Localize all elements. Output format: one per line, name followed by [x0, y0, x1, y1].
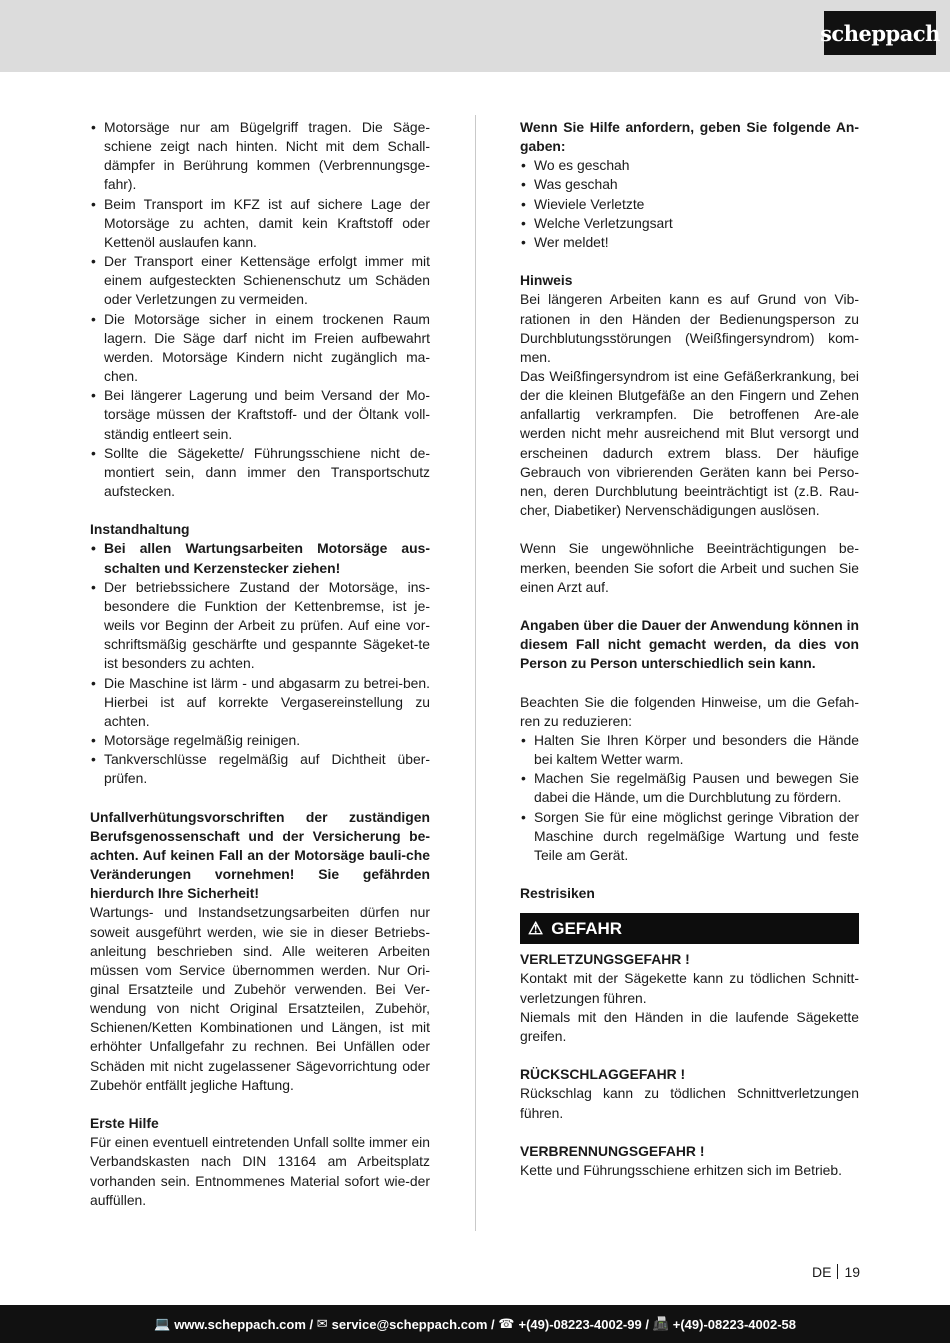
injury-hazard-text: Niemals mit den Händen in die laufende Sägekette greifen.: [520, 1008, 859, 1044]
page-number: [812, 1264, 860, 1280]
list-item: • Wo es geschah: [520, 156, 859, 175]
burn-hazard-text: Kette und Führungsschiene erhitzen sich im Betrieb.: [520, 1162, 842, 1179]
burn-hazard-heading: VERBRENNUNGSGEFAHR !: [520, 1142, 705, 1159]
note-text: Bei längeren Arbeiten kann es auf Grund von Vib-rationen in den Händen der Bedienungsperson zu Durchblutungsstörungen (Weißfingersyndrom) kom-men.: [520, 291, 859, 365]
list-item: • Tankverschlüsse regelmäßig auf Dichtheit über-prüfen.: [90, 750, 430, 788]
phone-icon: ☎: [498, 1316, 515, 1331]
list-item: • Motorsäge regelmäßig reinigen.: [90, 731, 430, 750]
residual-risks-heading: Restrisiken: [520, 885, 595, 902]
list-item: • Bei längerer Lagerung und beim Versand der Mo-torsäge müssen der Kraftstoff- und der Öltank voll-ständig entleert sein.: [90, 386, 430, 443]
danger-banner: [520, 913, 859, 944]
list-item: • Was geschah: [520, 175, 859, 194]
kickback-hazard-text: Rückschlag kann zu tödlichen Schnittverletzungen führen.: [520, 1085, 859, 1121]
list-item: • Sorgen Sie für eine möglichst geringe Vibration der Maschine durch regelmäßige Wartung und feste Teile am Gerät.: [520, 808, 859, 865]
list-item: • Machen Sie regelmäßig Pausen und bewegen Sie dabei die Hände, um die Durchblutung zu fördern.: [520, 769, 859, 807]
footer-fax: +(49)-08223-4002-58: [672, 1316, 796, 1332]
list-item: • Wieviele Verletzte: [520, 195, 859, 214]
list-item: • Die Maschine ist lärm - und abgasarm zu betrei-ben. Hierbei ist auf korrekte Vergasereinstellung zu achten.: [90, 674, 430, 731]
email-icon: ✉: [316, 1316, 328, 1331]
list-item: • Motorsäge nur am Bügelgriff tragen. Die Säge-schiene zeigt nach hinten. Nicht mit dem Schall-dämpfer in Berührung kommen (Verbrennungsge-fahr).: [90, 118, 430, 195]
danger-label: GEFAHR: [551, 919, 623, 939]
list-item: • Halten Sie Ihren Körper und besonders die Hände bei kaltem Wetter warm.: [520, 731, 859, 769]
list-item: • Der Transport einer Kettensäge erfolgt immer mit einem aufgesteckten Schienenschutz um Schäden oder Verletzungen zu vermeiden.: [90, 252, 430, 309]
maintenance-heading: Instandhaltung: [90, 521, 190, 538]
note-text: Wenn Sie ungewöhnliche Beeinträchtigungen be-merken, beenden Sie sofort die Arbeit und suchen Sie einen Arzt auf.: [520, 540, 859, 595]
footer-website[interactable]: www.scheppach.com /: [174, 1316, 314, 1332]
language-code: DE: [812, 1264, 832, 1280]
accident-prevention-text: Wartungs- und Instandsetzungsarbeiten dürfen nur soweit ausgeführt werden, wie sie in dieser Betriebs-anleitung beschrieben sind. Alle weiteren Arbeiten müssen vom Service übernommen werden. Nur Ori-ginal Ersatzteile und Zubehör verwenden. Bei Ver-wendung von nicht Original Ersatzteilen, Zubehör, Schienen/Ketten Kombinationen und Längen, ist mit erhöhter Unfallgefahr zu rechnen. Bei Unfällen oder Schäden mit nicht zugelassener Sägevorrichtung oder Zubehör entfällt jegliche Haftung.: [90, 904, 430, 1093]
transport-list: [90, 118, 430, 501]
hints-list: [520, 731, 859, 865]
first-aid-text: Für einen eventuell eintretenden Unfall sollte immer ein Verbandskasten nach DIN 13164 am Arbeitsplatz vorhanden sein. Entnommenes Material sofort wie-der auffüllen.: [90, 1134, 430, 1208]
note-text: Das Weißfingersyndrom ist eine Gefäßerkrankung, bei der die kleinen Blutgefäße an den Fingern und Zehen anfallartig verkrampfen. Die betroffenen Are-ale werden nicht mehr ausreichend mit Blut versorgt und erscheinen dadurch extrem blass. Der häufige Gebrauch von vibrierenden Geräten kann bei Perso-nen, deren Durchblutung beeinträchtigt ist (z.B. Rau-cher, Diabetiker) Nervenschädigungen auslösen.: [520, 368, 859, 519]
list-item: • Sollte die Sägekette/ Führungsschiene nicht de-montiert sein, dann immer den Transportschutz aufstecken.: [90, 444, 430, 501]
left-column: [90, 118, 430, 1210]
right-column: [520, 118, 859, 1180]
injury-hazard-heading: VERLETZUNGSGEFAHR !: [520, 951, 690, 968]
duration-notice: Angaben über die Dauer der Anwendung können in diesem Fall nicht gemacht werden, da dies von Person zu Person unterschiedlich sein kann.: [520, 617, 859, 672]
help-heading: Wenn Sie Hilfe anfordern, geben Sie folgende An-gaben:: [520, 119, 859, 155]
list-item: • Bei allen Wartungsarbeiten Motorsäge aus-schalten und Kerzenstecker ziehen!: [90, 539, 430, 577]
kickback-hazard-heading: RÜCKSCHLAGGEFAHR !: [520, 1066, 686, 1083]
column-divider: [475, 115, 476, 1231]
injury-hazard-text: Kontakt mit der Sägekette kann zu tödlichen Schnitt-verletzungen führen.: [520, 970, 859, 1006]
hints-intro: Beachten Sie die folgenden Hinweise, um die Gefah-ren zu reduzieren:: [520, 693, 859, 729]
first-aid-heading: Erste Hilfe: [90, 1115, 159, 1132]
accident-prevention-notice: Unfallverhütungsvorschriften der zuständigen Berufsgenossenschaft und der Versicherung be-achten. Auf keinen Fall an der Motorsäge bauli-che Veränderungen vornehmen! Sie gefährden hierdurch Ihre Sicherheit!: [90, 808, 430, 902]
footer-phone: +(49)-08223-4002-99 /: [518, 1316, 649, 1332]
note-heading: Hinweis: [520, 272, 573, 289]
fax-icon: 📠: [652, 1316, 669, 1331]
list-item: • Die Motorsäge sicher in einem trockenen Raum lagern. Die Säge darf nicht im Freien aufbewahrt werden. Motorsäge Kindern nicht zugänglich ma-chen.: [90, 310, 430, 387]
help-list: [520, 156, 859, 252]
footer-email[interactable]: service@scheppach.com /: [331, 1316, 495, 1332]
warning-triangle-icon: ⚠: [528, 919, 544, 939]
page-number-value: 19: [844, 1264, 861, 1280]
list-item: • Welche Verletzungsart: [520, 214, 859, 233]
list-item: • Der betriebssichere Zustand der Motorsäge, ins-besondere die Funktion der Kettenbremse, ist je-weils vor Beginn der Arbeit zu prüfen. Auf eine vor-schriftsmäßig geschärfte und gespannte Sägeket-te ist besonders zu achten.: [90, 578, 430, 674]
list-item: • Beim Transport im KFZ ist auf sichere Lage der Motorsäge zu achten, damit kein Kraftstoff oder Kettenöl auslaufen kann.: [90, 195, 430, 252]
scheppach-logo: scheppach: [824, 11, 936, 55]
footer-bar: [0, 1305, 950, 1343]
maintenance-list: [90, 539, 430, 788]
computer-icon: 💻: [154, 1316, 171, 1331]
header-bar: [0, 0, 950, 72]
list-item: • Wer meldet!: [520, 233, 859, 252]
